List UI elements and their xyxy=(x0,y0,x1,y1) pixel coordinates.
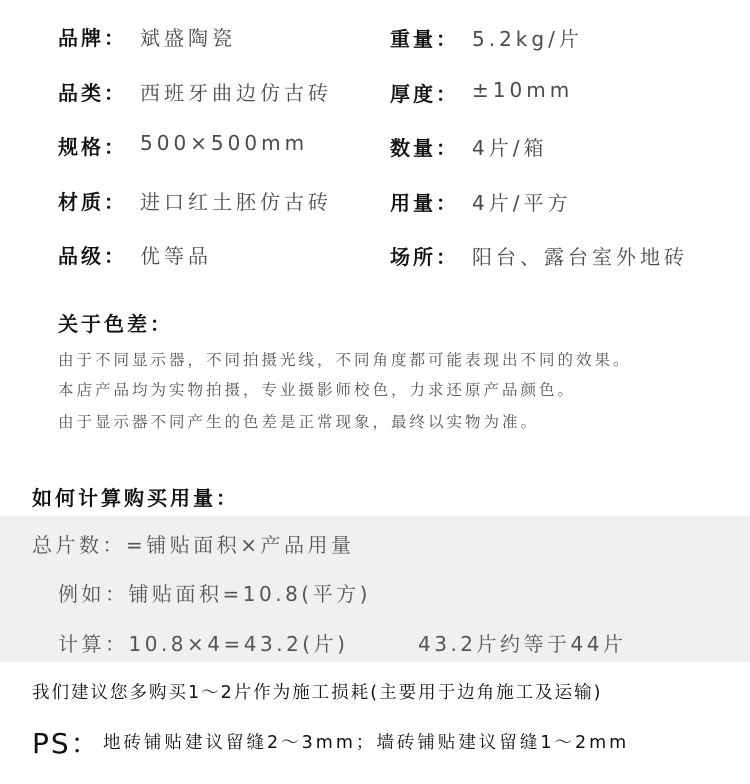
calculation-formula: 总片数：=铺贴面积×产品用量 xyxy=(32,533,355,557)
spec-label: 厚度： xyxy=(390,82,459,106)
calculation-example: 例如：铺贴面积=10.8(平方) xyxy=(58,582,371,606)
ps-prefix: PS： xyxy=(32,727,101,760)
spec-label: 品类： xyxy=(58,81,127,105)
spec-value: 500×500mm xyxy=(140,131,309,155)
spec-value: 西班牙曲边仿古砖 xyxy=(140,81,332,105)
color-note-title: 关于色差： xyxy=(58,312,173,336)
grout-gap-tip: 地砖铺贴建议留缝2～3mm；墙砖铺贴建议留缝1～2mm xyxy=(103,733,630,753)
buy-more-tip: 我们建议您多购买1～2片作为施工损耗(主要用于边角施工及运输) xyxy=(32,683,603,703)
spec-label: 用量： xyxy=(390,191,459,215)
color-note-line: 由于不同显示器，不同拍摄光线，不同角度都可能表现出不同的效果。 xyxy=(58,351,632,369)
color-note-line: 由于显示器不同产生的色差是正常现象，最终以实物为准。 xyxy=(58,413,540,431)
spec-value: 4片/箱 xyxy=(472,136,548,160)
spec-value: 斌盛陶瓷 xyxy=(140,26,236,50)
spec-label: 品牌： xyxy=(58,26,127,50)
calculation-compute: 计算：10.8×4=43.2(片) xyxy=(58,632,349,656)
spec-value: ±10mm xyxy=(472,78,574,102)
spec-value: 优等品 xyxy=(140,244,212,268)
spec-value: 进口红土胚仿古砖 xyxy=(140,190,332,214)
spec-label: 规格： xyxy=(58,135,127,159)
spec-value: 阳台、露台室外地砖 xyxy=(472,245,688,269)
spec-value: 5.2kg/片 xyxy=(472,27,583,51)
color-note-line: 本店产品均为实物拍摄，专业摄影师校色，力求还原产品颜色。 xyxy=(58,381,577,399)
calculation-result: 43.2片约等于44片 xyxy=(418,632,627,656)
calculation-title: 如何计算购买用量： xyxy=(32,486,239,510)
spec-label: 数量： xyxy=(390,136,459,160)
spec-value: 4片/平方 xyxy=(472,191,572,215)
spec-label: 品级： xyxy=(58,244,127,268)
spec-label: 场所： xyxy=(390,245,459,269)
spec-label: 材质： xyxy=(58,190,127,214)
spec-label: 重量： xyxy=(390,27,459,51)
